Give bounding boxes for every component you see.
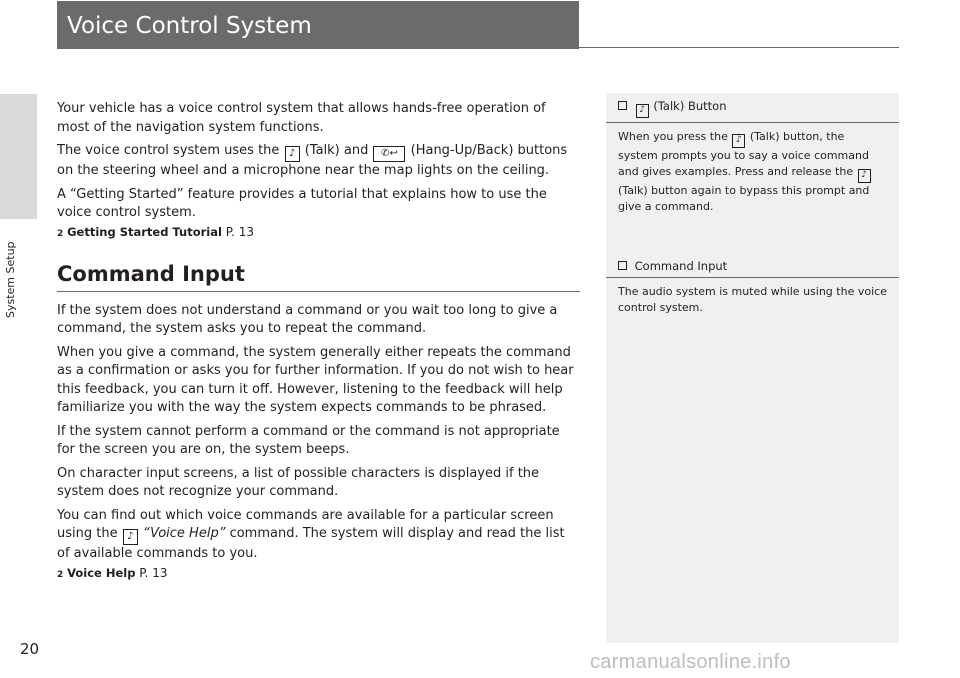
- command-paragraph-4: On character input screens, a list of possible characters is displayed if the system does not recognize your command.: [57, 465, 540, 500]
- xref-getting-started[interactable]: 2 Getting Started Tutorial P. 13: [57, 224, 255, 239]
- page-title: Voice Control System: [57, 1, 579, 49]
- note-body: When you press the ♪ (Talk) button, the system prompts you to say a voice command and gives examples. Press and release the ♪ (Talk) button again to bypass this prompt and give a command.: [618, 130, 870, 213]
- command-paragraph-1: If the system does not understand a command or you wait too long to give a command, the system asks you to repeat the command.: [57, 302, 558, 337]
- page-number: 20: [20, 640, 40, 658]
- title-rule: [579, 47, 899, 48]
- note-marker-icon: [618, 261, 627, 270]
- note-body: The audio system is muted while using the voice control system.: [618, 285, 887, 314]
- cross-reference-arrow-icon: 2: [57, 228, 64, 239]
- intro-paragraph-3: A “Getting Started” feature provides a tutorial that explains how to use the voice control system.: [57, 186, 547, 220]
- intro-paragraph-2: The voice control system uses the ♪ (Talk) and ✆↩ (Hang-Up/Back) buttons on the steering wheel and a microphone near the map lights on the ceiling.: [57, 143, 568, 178]
- note-marker-icon: [618, 101, 627, 110]
- note-talk-button: [606, 93, 899, 215]
- talk-button-icon: ♪: [636, 104, 649, 118]
- note-command-input: [606, 253, 899, 316]
- section-label: System Setup: [4, 241, 17, 318]
- section-tab: [0, 94, 37, 219]
- command-paragraph-5: You can find out which voice commands are available for a particular screen using the ♪ “Voice Help” command. The system will display and read the list of available commands to you.: [57, 507, 565, 562]
- watermark-text: carmanualsonline.info: [590, 651, 791, 673]
- talk-button-icon: ♪: [732, 134, 745, 148]
- section-heading-command-input: Command Input: [57, 263, 580, 292]
- intro-paragraph-1: Your vehicle has a voice control system that allows hands-free operation of most of the navigation system functions.: [57, 101, 546, 135]
- command-paragraph-2: When you give a command, the system generally either repeats the command as a confirmation or asks you for further information. If you do not wish to hear this feedback, you can turn it off. However, listening to the feedback will help familiarize you with the way the system expects commands to be phrased.: [57, 344, 574, 416]
- talk-button-icon: ♪: [858, 169, 871, 183]
- note-heading: ♪ (Talk) Button: [606, 93, 899, 123]
- talk-button-icon: ♪: [123, 529, 138, 545]
- sidebar-notes: [606, 93, 899, 643]
- command-paragraph-3: If the system cannot perform a command or the command is not appropriate for the screen you are on, the system beeps.: [57, 423, 560, 458]
- main-content: [57, 100, 580, 582]
- hang-up-back-icon: ✆↩: [373, 146, 405, 162]
- note-heading: Command Input: [606, 253, 899, 278]
- talk-button-icon: ♪: [285, 146, 300, 162]
- cross-reference-arrow-icon: 2: [57, 569, 64, 580]
- xref-voice-help[interactable]: 2 Voice Help P. 13: [57, 565, 168, 580]
